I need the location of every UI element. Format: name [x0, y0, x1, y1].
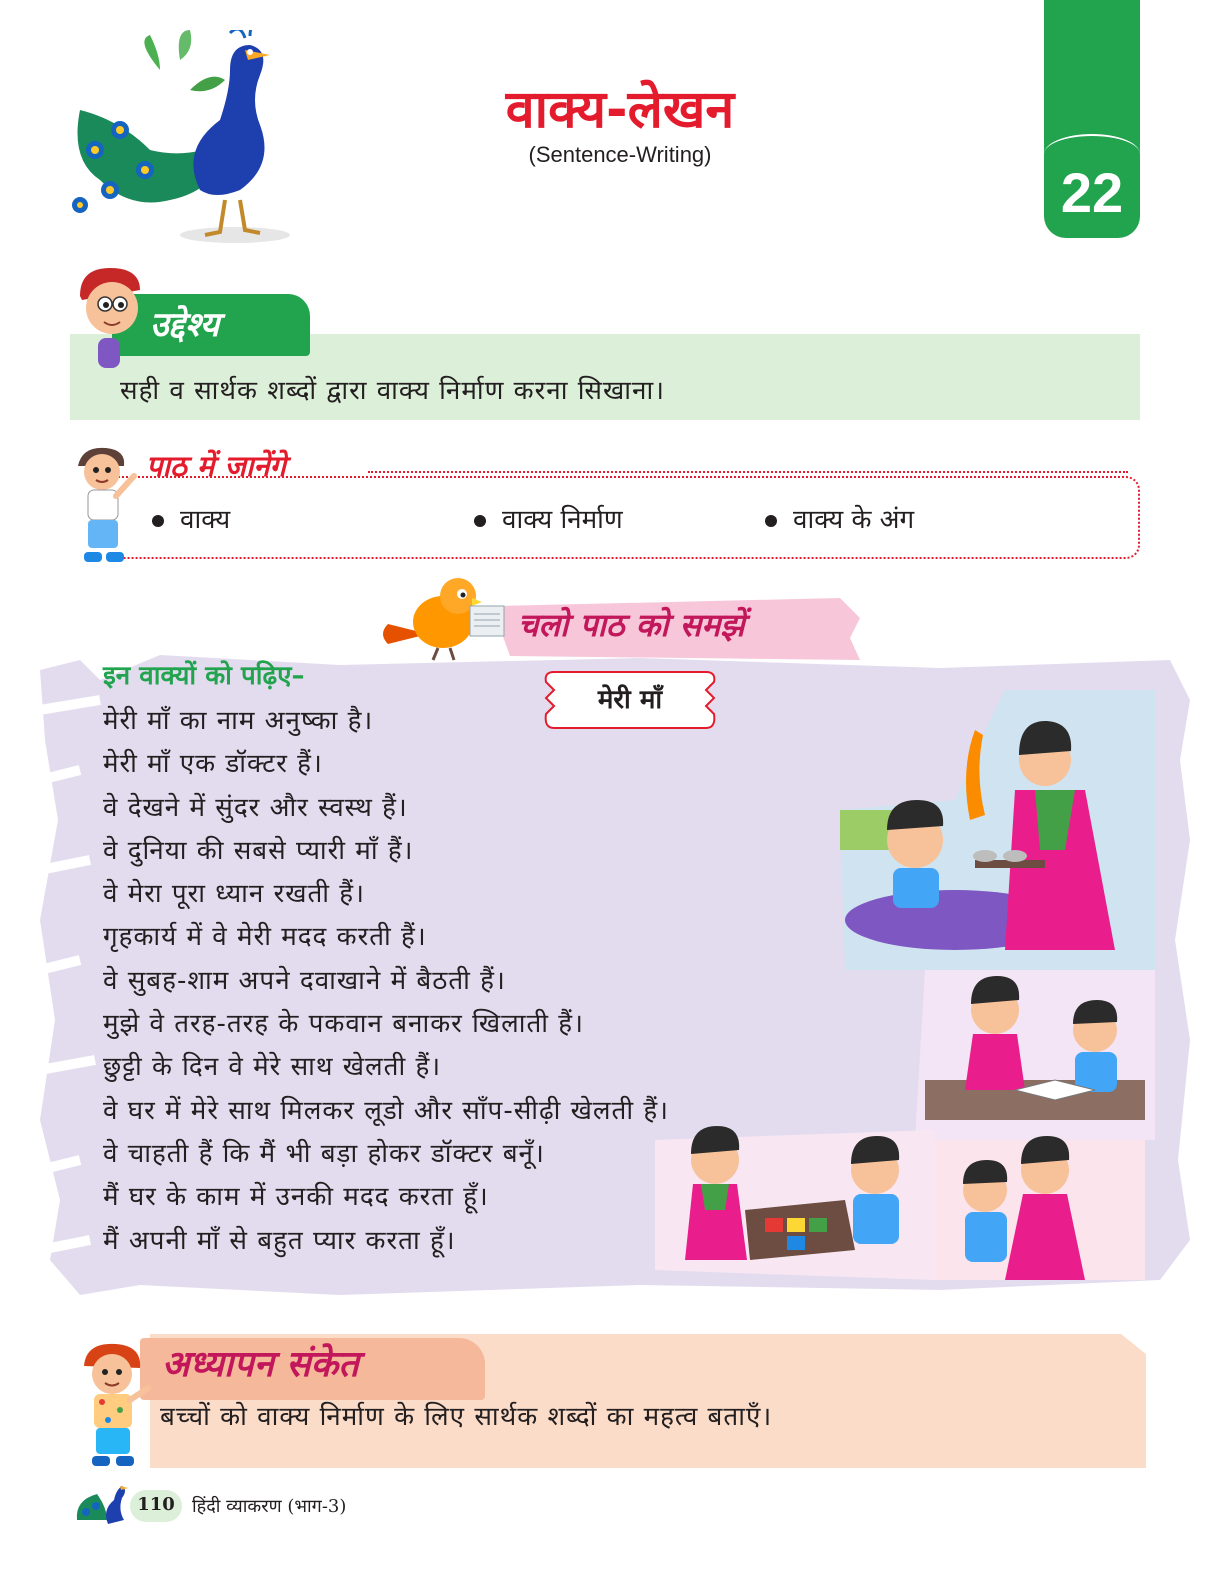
- sentence: गृहकार्य में वे मेरी मदद करती हैं।: [103, 922, 427, 953]
- learn-item-label: वाक्य: [180, 505, 231, 535]
- footer-peacock-icon: [72, 1480, 132, 1530]
- learn-box: [110, 476, 1140, 559]
- sentence-list: [103, 700, 669, 1263]
- bird-reading-illustration: [378, 574, 508, 664]
- learn-item: [765, 500, 914, 536]
- learn-item: [152, 500, 230, 536]
- sentence: वे देखने में सुंदर और स्वस्थ हैं।: [103, 792, 408, 823]
- bullet-icon: [152, 515, 164, 527]
- page-number: 110: [137, 1494, 175, 1515]
- page-title: वाक्य-लेखन: [505, 80, 735, 140]
- passage-title: मेरी माँ: [597, 685, 663, 715]
- page-subtitle: (Sentence-Writing): [528, 142, 712, 167]
- chapter-number: 22: [1060, 161, 1124, 224]
- learn-item-label: वाक्य के अंग: [793, 505, 915, 535]
- sentence: वे दुनिया की सबसे प्यारी माँ हैं।: [103, 835, 414, 866]
- sentence: मुझे वे तरह-तरह के पकवान बनाकर खिलाती हैं।: [103, 1009, 584, 1040]
- bullet-icon: [765, 515, 777, 527]
- sentence: मेरी माँ का नाम अनुष्का है।: [103, 706, 374, 736]
- learn-dotted-rule: [368, 471, 1128, 473]
- sentence: वे सुबह-शाम अपने दवाखाने में बैठती हैं।: [103, 965, 506, 996]
- understand-heading: चलो पाठ को समझें: [518, 606, 745, 644]
- teaching-hint-heading: अध्यापन संकेत: [162, 1344, 359, 1385]
- bullet-icon: [474, 515, 486, 527]
- sentence: मेरी माँ एक डॉक्टर हैं।: [103, 749, 323, 780]
- sentence: वे घर में मेरे साथ मिलकर लूडो और साँप-सीढ़ी खेलती हैं।: [103, 1095, 670, 1126]
- sentence: छुट्टी के दिन वे मेरे साथ खेलती हैं।: [103, 1052, 442, 1083]
- learn-item-label: वाक्य निर्माण: [502, 505, 623, 535]
- sentence: मैं अपनी माँ से बहुत प्यार करता हूँ।: [103, 1225, 456, 1256]
- book-title: हिंदी व्याकरण (भाग-3): [192, 1496, 347, 1517]
- boy-peeking-illustration: [70, 266, 150, 370]
- boy-pointing-illustration: [74, 1340, 154, 1470]
- objective-heading: उद्देश्य: [150, 305, 220, 345]
- sentence: वे चाहती हैं कि मैं भी बड़ा होकर डॉक्टर बनूँ।: [103, 1138, 545, 1169]
- learn-item: [474, 500, 623, 536]
- objective-text: सही व सार्थक शब्दों द्वारा वाक्य निर्माण करना सिखाना।: [120, 376, 666, 406]
- sentence: वे मेरा पूरा ध्यान रखती हैं।: [103, 879, 365, 910]
- mother-child-illustration: [655, 690, 1155, 1280]
- sentence: मैं घर के काम में उनकी मदद करता हूँ।: [103, 1182, 489, 1213]
- peacock-illustration: [40, 30, 295, 245]
- learn-heading: पाठ में जानेंगे: [146, 449, 286, 483]
- teaching-hint-text: बच्चों को वाक्य निर्माण के लिए सार्थक शब्दों का महत्व बताएँ।: [160, 1402, 773, 1432]
- read-heading: इन वाक्यों को पढ़िए–: [103, 661, 305, 691]
- boy-waving-illustration: [72, 444, 142, 566]
